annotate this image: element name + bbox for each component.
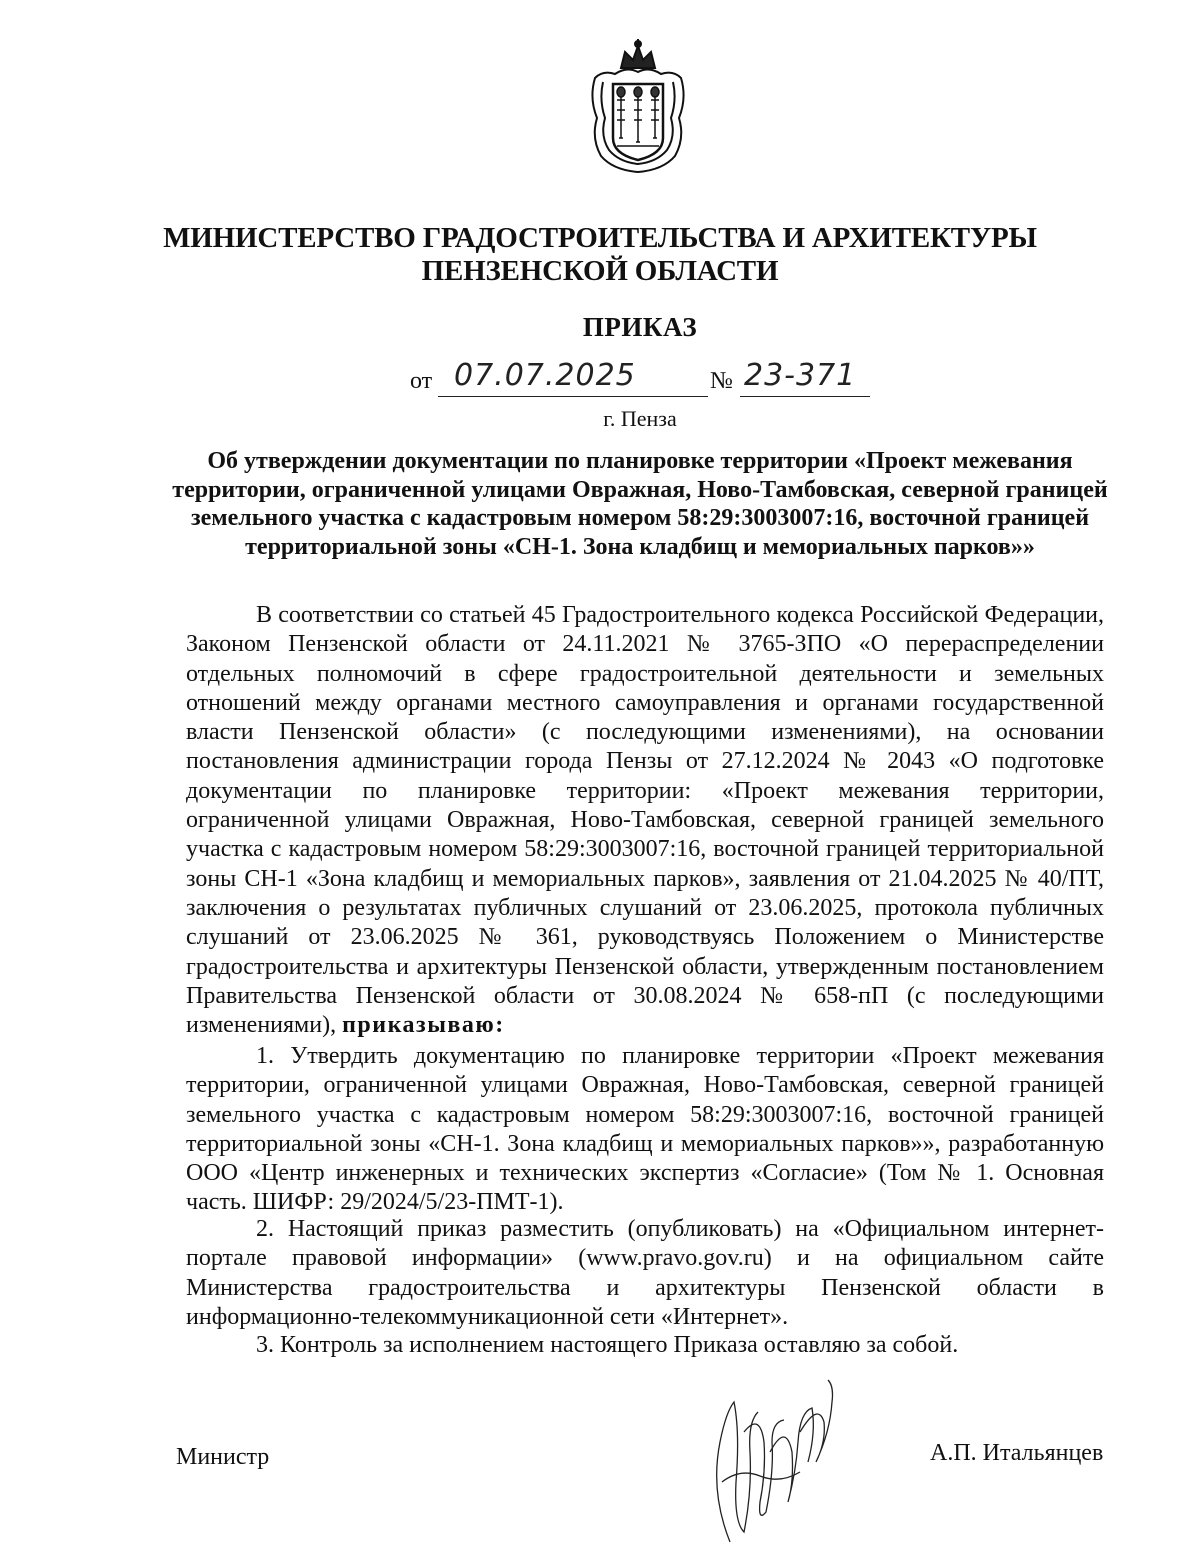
date-underline	[438, 396, 708, 397]
date-prefix: от	[410, 368, 433, 394]
coat-of-arms-icon	[583, 38, 693, 178]
signature-icon	[700, 1372, 850, 1552]
order-colon: :	[495, 1012, 505, 1039]
ministry-name	[150, 222, 1050, 288]
number-prefix: №	[710, 368, 733, 394]
order-word: приказываю	[342, 1012, 496, 1039]
city: г. Пенза	[603, 406, 677, 431]
order-item-1: 1. Утвердить документацию по планировке территории «Проект межевания территории, ограниченной улицами Овражная, Ново-Тамбовская, северной границей земельного участка с кадастровым номером 58:29:3003007:16, восточной границей территориальной зоны «СН-1. Зона кладбищ и мемориальных парков»», разработанную ООО «Центр инженерных и технических экспертиз «Согласие» (Том № 1. Основная часть. ШИФР: 29/2024/5/23-ПМТ-1).	[186, 1043, 1104, 1216]
order-item-2: 2. Настоящий приказ разместить (опубликовать) на «Официальном интернет-портале правовой информации» (www.pravo.gov.ru) и на официальном сайте Министерства градостроительства и архитектуры Пензенской области в информационно-телекоммуникационной сети «Интернет».	[186, 1216, 1104, 1330]
signer-role: Министр	[176, 1444, 270, 1470]
date-value: 07.07.2025	[454, 358, 636, 393]
document-type: ПРИКАЗ	[582, 312, 698, 342]
preamble-text: В соответствии со статьей 45 Градостроительного кодекса Российской Федерации, Законом Пензенской области от 24.11.2021 № 3765-ЗПО «О перераспределении отдельных полномочий в сфере градостроительной деятельности и земельных отношений между органами местного самоуправления и органами государственной власти Пензенской области» (с последующими изменениями), на основании постановления администрации города Пензы от 27.12.2024 № 2043 «О подготовке документации по планировке территории: «Проект межевания территории, ограниченной улицами Овражная, Ново-Тамбовская, северной границей земельного участка с кадастровым номером 58:29:3003007:16, восточной границей территориальной зоны СН-1 «Зона кладбищ и мемориальных парков», заявления от 21.04.2025 № 40/ПТ, заключения о результатах публичных слушаний от 23.06.2025, протокола публичных слушаний от 23.06.2025 № 361, руководствуясь Положением о Министерстве градостроительства и архитектуры Пензенской области, утвержденным постановлением Правительства Пензенской области от 30.08.2024 № 658-пП (с последующими изменениями),	[186, 602, 1104, 1039]
ministry-line-1: МИНИСТЕРСТВО ГРАДОСТРОИТЕЛЬСТВА И АРХИТЕКТУРЫ	[163, 222, 1037, 254]
number-value: 23-371	[744, 358, 857, 393]
signer-name: А.П. Итальянцев	[930, 1440, 1104, 1466]
order-item-3: 3. Контроль за исполнением настоящего Приказа оставляю за собой.	[256, 1332, 959, 1358]
number-underline	[740, 396, 870, 397]
preamble-paragraph	[186, 601, 1104, 1040]
ministry-line-2: ПЕНЗЕНСКОЙ ОБЛАСТИ	[421, 255, 779, 287]
order-subject: Об утверждении документации по планировке территории «Проект межевания территории, ограниченной улицами Овражная, Ново-Тамбовская, северной границей земельного участка с кадастровым номером 58:29:3003007:16, восточной границей территориальной зоны «СН-1. Зона кладбищ и мемориальных парков»»	[172, 448, 1108, 560]
